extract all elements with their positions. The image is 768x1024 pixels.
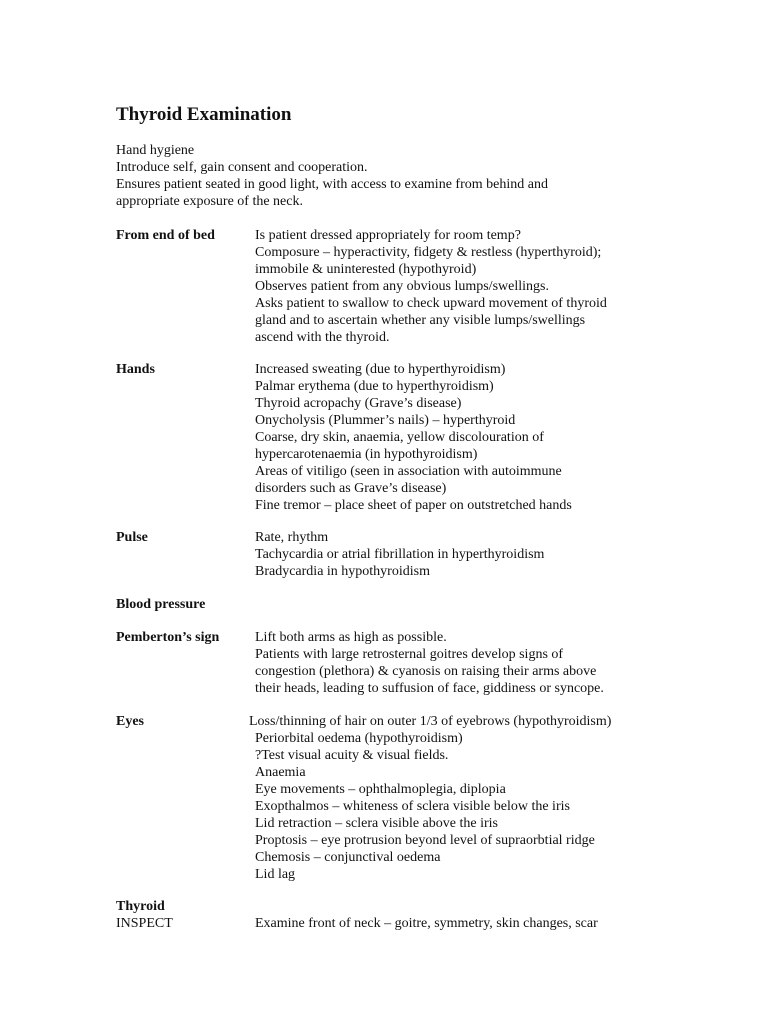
section-line: Periorbital oedema (hypothyroidism) [255, 731, 463, 746]
intro-line: appropriate exposure of the neck. [116, 194, 303, 209]
intro-line: Ensures patient seated in good light, with access to examine from behind and [116, 177, 548, 192]
section-label: Eyes [116, 714, 144, 729]
section-label: From end of bed [116, 228, 215, 243]
section-line: Proptosis – eye protrusion beyond level of supraorbtial ridge [255, 833, 595, 848]
section-label: Blood pressure [116, 597, 206, 612]
section-line: Is patient dressed appropriately for room temp? [255, 228, 521, 243]
section-line: Thyroid acropachy (Grave’s disease) [255, 396, 462, 411]
section-line: Chemosis – conjunctival oedema [255, 850, 441, 865]
section-line: Tachycardia or atrial fibrillation in hyperthyroidism [255, 547, 545, 562]
section-line: Lid lag [255, 867, 296, 882]
section-line: congestion (plethora) & cyanosis on raising their arms above [255, 664, 597, 679]
section-line: Onycholysis (Plummer’s nails) – hyperthyroid [255, 413, 516, 428]
section-line: Lid retraction – sclera visible above the iris [255, 816, 498, 831]
section-line: ?Test visual acuity & visual fields. [255, 748, 449, 763]
section-lines [249, 713, 675, 883]
section-label: Hands [116, 362, 155, 377]
document-title: Thyroid Examination [116, 104, 292, 125]
section-lines [255, 529, 675, 580]
section-line: Eye movements – ophthalmoplegia, diplopia [255, 782, 506, 797]
section-line: disorders such as Grave’s disease) [255, 481, 447, 496]
section-line: ascend with the thyroid. [255, 330, 390, 345]
section-label: Pulse [116, 530, 148, 545]
section-line: Coarse, dry skin, anaemia, yellow discolouration of [255, 430, 544, 445]
section-line: hypercarotenaemia (in hypothyroidism) [255, 447, 478, 462]
section-line: Asks patient to swallow to check upward movement of thyroid [255, 296, 607, 311]
section-line: their heads, leading to suffusion of face, giddiness or syncope. [255, 681, 604, 696]
intro-line: Introduce self, gain consent and cooperation. [116, 160, 368, 175]
section-line: Bradycardia in hypothyroidism [255, 564, 430, 579]
section-line: Observes patient from any obvious lumps/swellings. [255, 279, 549, 294]
section-sublabel: INSPECT [116, 916, 173, 931]
section-line: Lift both arms as high as possible. [255, 630, 447, 645]
section-lines [255, 629, 675, 697]
section-line: gland and to ascertain whether any visible lumps/swellings [255, 313, 586, 328]
section-label: Thyroid [116, 899, 165, 914]
section-line: Areas of vitiligo (seen in association with autoimmune [255, 464, 562, 479]
section-line: Anaemia [255, 765, 306, 780]
section-line: Loss/thinning of hair on outer 1/3 of eyebrows (hypothyroidism) [249, 714, 612, 729]
section-line: Rate, rhythm [255, 530, 329, 545]
intro-block [116, 142, 676, 210]
section-line: Exopthalmos – whiteness of sclera visible below the iris [255, 799, 570, 814]
section-line: Examine front of neck – goitre, symmetry, skin changes, scar [255, 916, 598, 931]
section-line: Increased sweating (due to hyperthyroidism) [255, 362, 506, 377]
section-line: immobile & uninterested (hypothyroid) [255, 262, 477, 277]
section-line: Palmar erythema (due to hyperthyroidism) [255, 379, 494, 394]
intro-line: Hand hygiene [116, 143, 195, 158]
section-line: Composure – hyperactivity, fidgety & restless (hyperthyroid); [255, 245, 602, 260]
section-lines [255, 227, 675, 346]
section-line: Fine tremor – place sheet of paper on outstretched hands [255, 498, 572, 513]
section-line: Patients with large retrosternal goitres develop signs of [255, 647, 564, 662]
section-lines [255, 361, 675, 514]
section-lines [255, 915, 675, 932]
section-label: Pemberton’s sign [116, 630, 220, 645]
